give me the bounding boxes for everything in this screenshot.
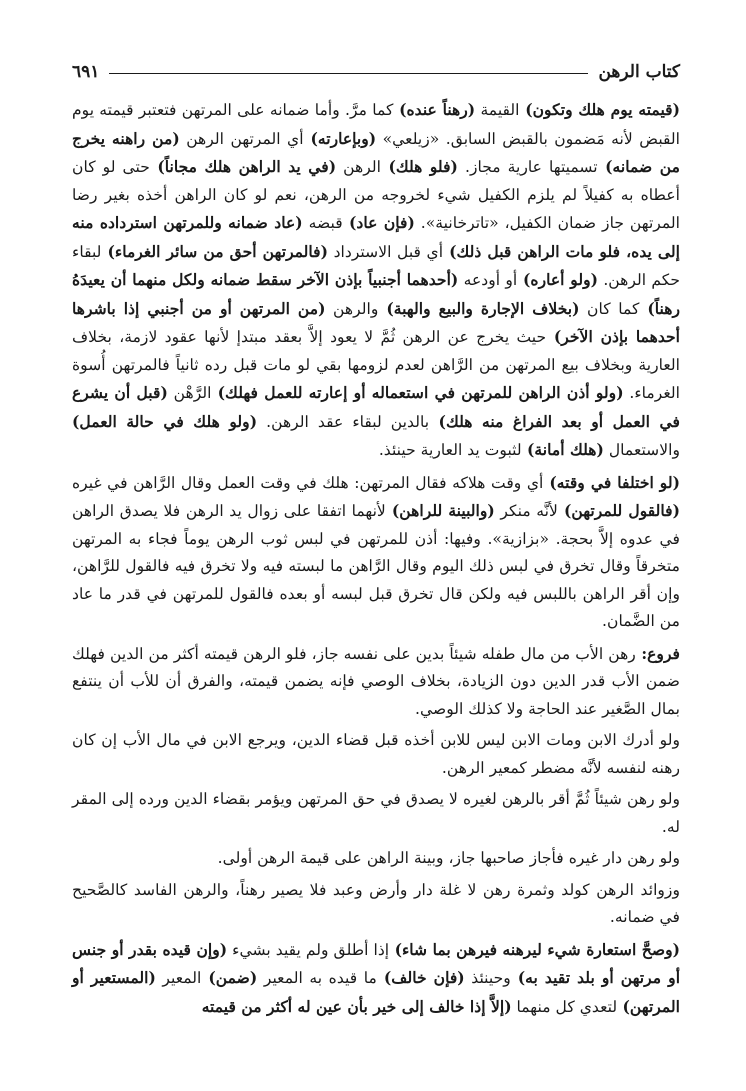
running-title: كتاب الرهن [598,62,680,82]
text-run: أي وقت هلاكه فقال المرتهن: هلك في وقت العمل وقال الرَّاهن في غيره [72,473,544,492]
bold-text-run: (والبينة للراهن) [385,501,495,520]
text-run: حتى لو كان أعطاه به كفيلاً لم يلزم الكفيل شيء لخروجه من الرهن، نعم لو كان الراهن أخذه بغير رضا المرتهن جاز ضمان الكفيل، «تاترخانية». [72,158,680,232]
bold-text-run: (قيمته يوم هلك وتكون) [519,100,680,119]
paragraph [72,469,680,636]
text-run: الرهن [336,158,381,176]
text-run: المعير [155,969,202,987]
text-run: لبقاء حكم الرهن. [72,242,681,289]
header-rule [109,73,588,74]
text-run: لأنَّه منكر [494,502,558,520]
page-header [72,52,680,82]
bold-text-run: (من المرتهن أو من أجنبي إذا باشرها أحدهما بإذن الآخر) [72,298,680,346]
text-run: كما كان [579,299,640,318]
text-run: والرهن [325,299,379,318]
bold-text-run: (وصحَّ استعارة شيء ليرهنه فيرهن بما شاء) [389,939,680,959]
bold-text-run: (بخلاف الإجارة والبيع والهبة) [378,298,580,318]
bold-text-run: (المستعير أو المرتهن) [72,968,680,1016]
text-run: بالدين لبقاء عقد الرهن. [257,412,430,431]
bold-text-run: (قبل أن يشرع في العمل أو بعد الفراغ منه هلك) [72,383,680,431]
bold-text-run: (فإن خالف) [376,968,465,987]
text-run: والاستعمال [603,441,680,459]
text-run: أي قبل الاسترداد [328,242,444,261]
bold-text-run: (ولو أذن الراهن للمرتهن في استعماله أو إعارته للعمل فهلك) [211,383,624,402]
text-run: كما مرَّ. وأما ضمانه على المرتهن فتعتبر قيمته يوم القبض لأنه مَضمون بالقبض السابق. «زيلعي» [72,101,680,148]
paragraph [72,727,680,782]
bold-text-run: (فلو هلك) [380,157,458,176]
text-run: لتعدي كل منهما [511,997,618,1016]
text-run: أو أودعه [458,271,518,289]
text-run: أي المرتهن الرهن [179,129,304,148]
bold-text-run: (لو اختلفا في وقته) [543,472,680,492]
bold-text-run: (وبإعارته) [303,128,377,148]
bold-text-run: (أحدهما أجنبياً بإذن الآخر سقط ضمانه ولكل منهما أن يعيدَهُ رهناً) [72,270,680,318]
paragraph [72,96,680,465]
text-run: إذا أطلق ولم يقيد بشيء [227,940,390,959]
bold-text-run: (ولو هلك في حالة العمل) [72,411,258,431]
paragraph [72,786,680,841]
bold-text-run: (فالقول للمرتهن) [557,501,680,520]
paragraph [72,845,680,873]
text-run: ولو أدرك الابن ومات الابن ليس للابن أخذه قبل قضاء الدين، ويرجع الابن في مال الأب إن كان رهنه لنفسه لأنَّه مضطر كمعير الرهن. [72,731,680,777]
text-run: ولو رهن دار غيره فأجاز صاحبها جاز، وبينة الراهن على قيمة الرهن أولى. [217,849,680,867]
page-number: ٦٩١ [72,62,100,82]
bold-text-run: (ولو أعاره) [517,270,599,289]
bold-text-run: (هلك أمانة) [521,440,604,459]
text-run: تسميتها عارية مجاز. [457,158,598,176]
bold-text-run: (ضمن) [201,968,258,987]
text-run: لثبوت يد العارية حينئذ. [378,441,522,459]
bold-text-run: (إلاَّ إذا خالف إلى خير بأن عين له أكثر من قيمته [201,996,512,1016]
text-run: قبضه [302,214,343,232]
bold-text-run: (فالمرتهن أحق من سائر الغرماء) [101,241,329,261]
bold-text-run: (وإن قيده بقدر أو جنس أو مرتهن أو بلد تقيد به) [72,939,681,987]
body-text [72,96,680,1021]
text-run: القيمة [475,101,520,119]
text-run: لأنهما اتفقا على زوال يد الرهن فلا يصدق الراهن في عدوه إلاَّ بحجة. «بزازية». وفيها: أذن للمرتهن في لبس ثوب الرهن يوماً فجاء به المرتهن متخرقاً وقال تخرق في لبس ذلك اليوم وقال الرَّاهن ما لبسته فيه ولا تخرق فيه فالقول للرَّاهن، وإن أقر الراهن باللبس فيه ولكن قال تخرق قبل لبسه أو بعده فالقول للمرتهن في قدر ما عاد من الضَّمان. [72,502,680,630]
paragraph [72,936,680,1022]
text-run: حيث يخرج عن الرهن ثُمَّ لا يعود إلاَّ بعقد مبتدإ لأنها عقود لازمة، بخلاف العارية وبخلاف بيع المرتهن من الرَّاهن لعدم لزومها بقي لو مات قبل رده ثانياً فالمرتهن أُسوة الغرماء. [72,328,680,402]
paragraph [72,640,680,724]
text-run: ولو رهن شيئاً ثُمَّ أقر بالرهن لغيره لا يصدق في حق المرتهن ويؤمر بقضاء الدين ورده إلى المقر له. [72,790,680,836]
text-run: الرَّهْن [167,384,212,402]
text-run: رهن الأب من مال طفله شيئاً بدين على نفسه جاز، فلو الرهن قيمته أكثر من الدين فهلك ضمن الأب قدر الدين دون الزيادة، بخلاف الوصي فإنه يضمن قيمته، والفرق أن للأب أن ينتفع بمال الصَّغير عند الحاجة ولا كذلك الوصي. [72,644,680,718]
bold-text-run: (رهناً عنده) [393,100,476,119]
paragraph [72,877,680,932]
bold-text-run: (عاد ضمانه وللمرتهن استرداده منه إلى يده، فلو مات الراهن قبل ذلك) [72,213,680,261]
bold-text-run: فروع: [635,643,680,663]
bold-text-run: (فإن عاد) [342,213,415,232]
text-run: ما قيده به المعير [257,969,377,987]
bold-text-run: (في يد الراهن هلك مجاناً) [149,157,337,176]
text-run: وحينئذ [464,969,511,987]
bold-text-run: (من راهنه يخرج من ضمانه) [72,128,680,176]
text-run: وزوائد الرهن كولد وثمرة رهن لا غلة دار وأرض وعبد فلا يصير رهناً، والرهن الفاسد كالصَّحيح في ضمانه. [72,880,680,926]
